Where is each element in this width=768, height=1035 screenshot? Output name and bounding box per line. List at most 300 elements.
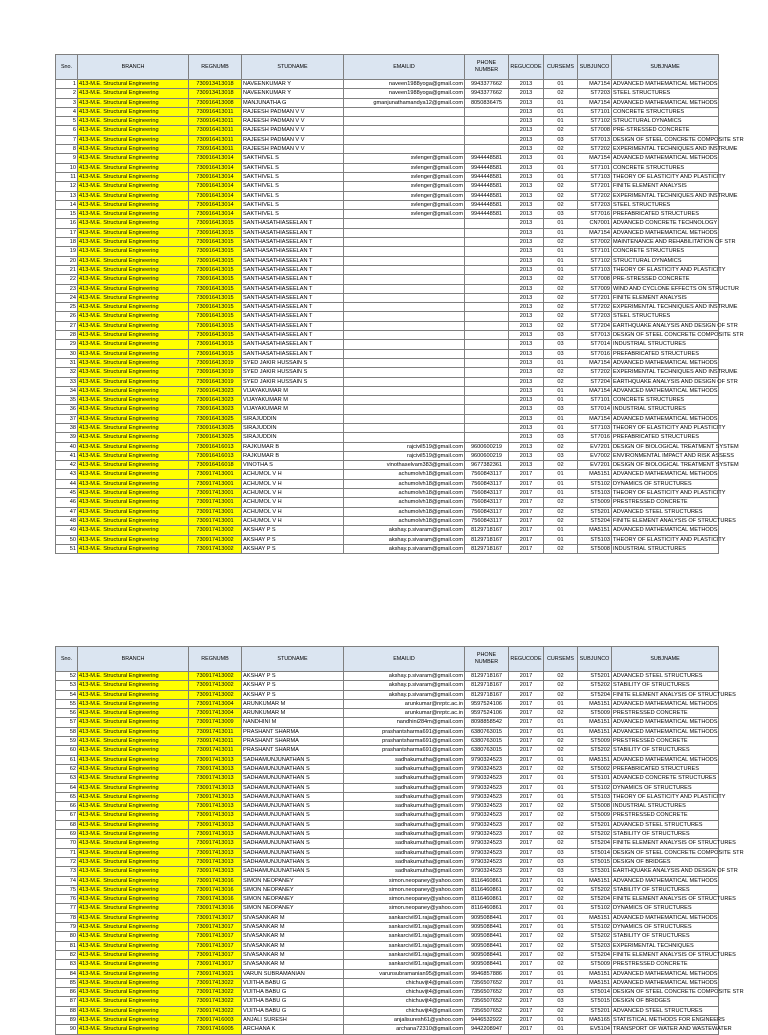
regnumb-cell: 730917413013 [189, 857, 242, 866]
emailid-cell: anjalisuresh61@yahoo.com [344, 1015, 465, 1024]
phone-cell: 9095088441 [465, 960, 509, 969]
table-row [56, 451, 719, 460]
regnumb-cell: 730917413022 [189, 1006, 242, 1015]
regucode-cell: 2017 [509, 718, 544, 727]
regucode-cell: 2013 [509, 414, 544, 423]
regnumb-cell: 730916413015 [189, 219, 242, 228]
emailid-cell: sadhakumutha@gmail.com [344, 830, 465, 839]
studname-cell: AKSHAY P S [242, 681, 344, 690]
branch-cell: 413-M.E. Structural Engineering [78, 284, 189, 293]
table-row [56, 256, 719, 265]
table-row [56, 941, 719, 950]
regnumb-cell: 730917413011 [189, 746, 242, 755]
regucode-cell: 2013 [509, 451, 544, 460]
subjname-cell: STEEL STRUCTURES [612, 200, 719, 209]
emailid-cell: vinothaselvam383@gmail.com [344, 461, 465, 470]
table-row [56, 154, 719, 163]
sno-cell: 86 [56, 988, 78, 997]
emailid-cell: sadhakumutha@gmail.com [344, 792, 465, 801]
subjname-cell: DESIGN OF BIOLOGICAL TREATMENT SYSTEM [613, 443, 739, 450]
subjunco-cell: ST5204 [578, 690, 612, 699]
subjname-cell: PRE-STRESSED CONCRETE [612, 126, 719, 135]
studname-cell: AKSHAY P S [242, 672, 344, 681]
regnumb-cell: 730916413015 [189, 321, 242, 330]
regnumb-cell: 730917413002 [189, 681, 242, 690]
table-row [56, 312, 719, 321]
subjunco-cell: ST5102 [578, 783, 612, 792]
subjname-cell: EARTHQUAKE ANALYSIS AND DESIGN OF STR [613, 868, 738, 875]
emailid-cell: gmanjunathamandya12@gmail.com [344, 98, 465, 107]
table-row [56, 275, 719, 284]
branch-cell: 413-M.E. Structural Engineering [78, 368, 189, 377]
subjunco-cell: ST7103 [578, 172, 612, 181]
emailid-cell [344, 135, 465, 144]
regucode-cell: 2017 [509, 839, 544, 848]
studname-cell: SAKTHIVEL S [242, 182, 344, 191]
regucode-cell: 2013 [509, 293, 544, 302]
table-row [56, 349, 719, 358]
cursems-cell: 02 [544, 941, 578, 950]
studname-cell: SADHAMUNJUNATHAN S [242, 774, 344, 783]
col-cursems: CURSEMS [544, 55, 578, 80]
sno-cell: 38 [56, 423, 78, 432]
regnumb-cell: 730917413016 [189, 895, 242, 904]
table-row [56, 774, 719, 783]
cursems-cell: 01 [544, 414, 578, 423]
emailid-cell [344, 107, 465, 116]
regucode-cell: 2013 [509, 80, 544, 89]
cursems-cell: 03 [544, 135, 578, 144]
table-row [56, 746, 719, 755]
studname-cell: SANTHASATHIASEELAN T [242, 303, 344, 312]
col-branch: BRANCH [78, 55, 189, 80]
regucode-cell: 2013 [509, 126, 544, 135]
regnumb-cell: 730917413013 [189, 802, 242, 811]
cursems-cell: 02 [544, 284, 578, 293]
cursems-cell: 01 [544, 783, 578, 792]
data-table-1 [55, 54, 744, 554]
phone-cell: 9600600219 [465, 451, 509, 460]
regucode-cell: 2017 [509, 923, 544, 932]
cursems-cell: 01 [544, 718, 578, 727]
regnumb-cell: 730917413022 [189, 997, 242, 1006]
subjname-cell: CONCRETE STRUCTURES [612, 396, 719, 405]
regnumb-cell: 730916413014 [189, 200, 242, 209]
regnumb-cell: 730917413004 [189, 699, 242, 708]
table-row [56, 904, 719, 913]
subjname-cell: DYNAMICS OF STRUCTURES [612, 783, 719, 792]
phone-cell [465, 219, 509, 228]
regnumb-cell: 730916413011 [189, 135, 242, 144]
table-row [56, 135, 719, 144]
sno-cell: 88 [56, 1006, 78, 1015]
subjunco-cell: ST5202 [578, 746, 612, 755]
emailid-cell: prashantsharma691@gmail.com [344, 737, 465, 746]
cursems-cell: 01 [544, 978, 578, 987]
subjunco-cell: CN7001 [578, 219, 612, 228]
phone-cell: 8129718167 [465, 690, 509, 699]
subjunco-cell: EV7002 [578, 451, 612, 460]
regnumb-cell: 730917413017 [189, 941, 242, 950]
regnumb-cell: 730917413013 [189, 830, 242, 839]
emailid-cell [344, 377, 465, 386]
subjunco-cell: ST5202 [578, 830, 612, 839]
sno-cell: 72 [56, 857, 78, 866]
phone-cell: 9944448581 [465, 154, 509, 163]
cursems-cell: 01 [544, 154, 578, 163]
subjunco-cell: ST5103 [578, 792, 612, 801]
studname-cell: SADHAMUNJUNATHAN S [242, 755, 344, 764]
cursems-cell: 01 [544, 265, 578, 274]
emailid-cell [344, 405, 465, 414]
regucode-cell: 2013 [509, 135, 544, 144]
phone-cell: 7356507652 [465, 997, 509, 1006]
branch-cell: 413-M.E. Structural Engineering [78, 997, 189, 1006]
table-row [56, 479, 719, 488]
table-row [56, 489, 719, 498]
phone-cell [465, 145, 509, 154]
branch-cell: 413-M.E. Structural Engineering [78, 535, 189, 544]
subjname-cell: CONCRETE STRUCTURES [612, 107, 719, 116]
table-row [56, 950, 719, 959]
phone-cell: 9600600219 [465, 442, 509, 451]
branch-cell: 413-M.E. Structural Engineering [78, 857, 189, 866]
studname-cell: RAJEESH PADMAN V V [242, 117, 344, 126]
emailid-cell: sadhakumutha@gmail.com [344, 867, 465, 876]
cursems-cell: 03 [544, 848, 578, 857]
studname-cell: SANTHASATHIASEELAN T [242, 265, 344, 274]
phone-cell: 9790324523 [465, 830, 509, 839]
branch-cell: 413-M.E. Structural Engineering [78, 340, 189, 349]
emailid-cell: sadhakumutha@gmail.com [344, 848, 465, 857]
subjname-cell: ADVANCED MATHEMATICAL METHODS [613, 359, 718, 366]
branch-cell: 413-M.E. Structural Engineering [78, 764, 189, 773]
subjname-cell: STABILITY OF STRUCTURES [612, 746, 719, 755]
table-row [56, 681, 719, 690]
branch-cell: 413-M.E. Structural Engineering [78, 507, 189, 516]
phone-cell: 8116460861 [465, 885, 509, 894]
sno-cell: 59 [56, 737, 78, 746]
sno-cell: 2 [56, 89, 78, 98]
regnumb-cell: 730916413015 [189, 247, 242, 256]
regucode-cell: 2017 [509, 783, 544, 792]
table-row [56, 969, 719, 978]
phone-cell [465, 321, 509, 330]
phone-cell [465, 414, 509, 423]
subjunco-cell: ST5201 [578, 507, 612, 516]
branch-cell: 413-M.E. Structural Engineering [78, 163, 189, 172]
regucode-cell: 2017 [509, 904, 544, 913]
branch-cell: 413-M.E. Structural Engineering [78, 200, 189, 209]
emailid-cell: akshay.p.sivaram@gmail.com [344, 526, 465, 535]
table-row [56, 792, 719, 801]
cursems-cell: 02 [544, 312, 578, 321]
regucode-cell: 2013 [509, 331, 544, 340]
regucode-cell: 2013 [509, 405, 544, 414]
subjname-cell: ADVANCED STEEL STRUCTURES [612, 507, 719, 516]
phone-cell [465, 312, 509, 321]
phone-cell: 9790324523 [465, 764, 509, 773]
table-row [56, 960, 719, 969]
table-row [56, 145, 719, 154]
subjname-cell: ADVANCED CONCRETE TECHNOLOGY [613, 220, 718, 227]
subjname-cell: DESIGN OF BIOLOGICAL TREATMENT SYSTEM [613, 462, 739, 469]
phone-cell: 9946857886 [465, 969, 509, 978]
regucode-cell: 2013 [509, 154, 544, 163]
studname-cell: SYED JAKIR HUSSAIN S [242, 358, 344, 367]
subjunco-cell: ST5204 [578, 895, 612, 904]
subjunco-cell: ST5201 [578, 1006, 612, 1015]
subjname-cell: DESIGN OF BRIDGES [612, 857, 719, 866]
subjname-cell: PRESTRESSED CONCRETE [612, 811, 719, 820]
emailid-cell [344, 368, 465, 377]
regucode-cell: 2017 [509, 764, 544, 773]
branch-cell: 413-M.E. Structural Engineering [78, 219, 189, 228]
header-row [56, 55, 719, 80]
subjunco-cell: MA7154 [578, 80, 612, 89]
cursems-cell: 03 [544, 451, 578, 460]
regucode-cell: 2017 [509, 1015, 544, 1024]
cursems-cell: 01 [544, 792, 578, 801]
emailid-cell: sankarcivil91.raja@gmail.com [344, 932, 465, 941]
phone-cell [465, 126, 509, 135]
phone-cell: 8129718167 [465, 681, 509, 690]
regucode-cell: 2013 [509, 210, 544, 219]
sno-cell: 28 [56, 331, 78, 340]
phone-cell: 7560843117 [465, 498, 509, 507]
branch-cell: 413-M.E. Structural Engineering [78, 210, 189, 219]
subjname-cell: FINITE ELEMENT ANALYSIS [612, 293, 719, 302]
subjname-cell: CONCRETE STRUCTURES [612, 247, 719, 256]
sno-cell: 87 [56, 997, 78, 1006]
branch-cell: 413-M.E. Structural Engineering [78, 461, 189, 470]
subjunco-cell: ST7008 [578, 275, 612, 284]
subjunco-cell: ST7014 [578, 405, 612, 414]
cursems-cell: 02 [544, 461, 578, 470]
emailid-cell [344, 265, 465, 274]
studname-cell: SAKTHIVEL S [242, 191, 344, 200]
branch-cell: 413-M.E. Structural Engineering [78, 182, 189, 191]
branch-cell: 413-M.E. Structural Engineering [78, 386, 189, 395]
phone-cell [465, 368, 509, 377]
emailid-cell: rajcivil519@gmail.com [344, 451, 465, 460]
phone-cell [465, 349, 509, 358]
branch-cell: 413-M.E. Structural Engineering [78, 811, 189, 820]
sno-cell: 51 [56, 544, 78, 553]
subjunco-cell: ST5102 [578, 923, 612, 932]
subjunco-cell: EV7201 [578, 442, 612, 451]
phone-cell [465, 256, 509, 265]
branch-cell: 413-M.E. Structural Engineering [78, 672, 189, 681]
regnumb-cell: 730916413019 [189, 368, 242, 377]
branch-cell: 413-M.E. Structural Engineering [78, 414, 189, 423]
col-subjname: SUBJNAME [612, 55, 719, 80]
table-row [56, 461, 719, 470]
regucode-cell: 2013 [509, 98, 544, 107]
subjunco-cell: ST5014 [578, 848, 612, 857]
regnumb-cell: 730916413011 [189, 145, 242, 154]
cursems-cell: 01 [544, 256, 578, 265]
phone-cell: 6380763015 [465, 737, 509, 746]
branch-cell: 413-M.E. Structural Engineering [78, 423, 189, 432]
studname-cell: SANTHASATHIASEELAN T [242, 256, 344, 265]
table-row [56, 126, 719, 135]
regnumb-cell: 730917413016 [189, 876, 242, 885]
regnumb-cell: 730917413017 [189, 950, 242, 959]
sno-cell: 60 [56, 746, 78, 755]
sno-cell: 5 [56, 117, 78, 126]
studname-cell: SAKTHIVEL S [242, 172, 344, 181]
branch-cell: 413-M.E. Structural Engineering [78, 256, 189, 265]
phone-cell: 9944448581 [465, 163, 509, 172]
cursems-cell: 02 [544, 275, 578, 284]
phone-cell [465, 386, 509, 395]
regnumb-cell: 730917413016 [189, 904, 242, 913]
table-row [56, 1006, 719, 1015]
branch-cell: 413-M.E. Structural Engineering [78, 690, 189, 699]
subjunco-cell: ST5009 [578, 960, 612, 969]
branch-cell: 413-M.E. Structural Engineering [78, 275, 189, 284]
emailid-cell: sadhakumutha@gmail.com [344, 839, 465, 848]
phone-cell: 9095088441 [465, 932, 509, 941]
regucode-cell: 2013 [509, 377, 544, 386]
branch-cell: 413-M.E. Structural Engineering [78, 1015, 189, 1024]
emailid-cell: achumolvh18@gmail.com [344, 516, 465, 525]
studname-cell: ACHUMOL V H [242, 498, 344, 507]
regnumb-cell: 730913413018 [189, 89, 242, 98]
emailid-cell [344, 145, 465, 154]
subjname-cell: INDUSTRIAL STRUCTURES [612, 544, 719, 553]
phone-cell [465, 331, 509, 340]
table-row [56, 755, 719, 764]
studname-cell: SADHAMUNJUNATHAN S [242, 867, 344, 876]
subjname-cell: ADVANCED MATHEMATICAL METHODS [613, 719, 718, 726]
branch-cell: 413-M.E. Structural Engineering [78, 479, 189, 488]
subjunco-cell: ST7202 [578, 145, 612, 154]
regnumb-cell: 730916413023 [189, 386, 242, 395]
regucode-cell: 2017 [509, 950, 544, 959]
table-row [56, 89, 719, 98]
branch-cell: 413-M.E. Structural Engineering [78, 978, 189, 987]
subjname-cell: EXPERIMENTAL TECHNIQUES AND INSTRUME [613, 192, 738, 199]
table-row [56, 1025, 719, 1034]
regucode-cell: 2017 [509, 792, 544, 801]
cursems-cell: 03 [544, 340, 578, 349]
branch-cell: 413-M.E. Structural Engineering [78, 498, 189, 507]
cursems-cell: 02 [544, 672, 578, 681]
subjunco-cell: ST5202 [578, 681, 612, 690]
regnumb-cell: 730917413001 [189, 470, 242, 479]
regucode-cell: 2017 [509, 885, 544, 894]
phone-cell: 9790324523 [465, 848, 509, 857]
phone-cell: 8129718167 [465, 526, 509, 535]
emailid-cell [344, 340, 465, 349]
phone-cell: 9446532922 [465, 1015, 509, 1024]
subjunco-cell: ST7204 [578, 321, 612, 330]
phone-cell [465, 117, 509, 126]
phone-cell: 8050836475 [465, 98, 509, 107]
branch-cell: 413-M.E. Structural Engineering [78, 312, 189, 321]
emailid-cell: chichuvijt4@gmail.com [344, 988, 465, 997]
cursems-cell: 01 [544, 727, 578, 736]
sheet-table-1 [55, 54, 744, 554]
subjunco-cell: ST5204 [578, 516, 612, 525]
sno-cell: 20 [56, 256, 78, 265]
studname-cell: SADHAMUNJUNATHAN S [242, 783, 344, 792]
sno-cell: 58 [56, 727, 78, 736]
regucode-cell: 2017 [509, 857, 544, 866]
studname-cell: SANTHASATHIASEELAN T [242, 312, 344, 321]
table-row [56, 107, 719, 116]
subjunco-cell: ST5014 [578, 988, 612, 997]
cursems-cell: 01 [544, 470, 578, 479]
phone-cell [465, 238, 509, 247]
phone-cell [465, 275, 509, 284]
branch-cell: 413-M.E. Structural Engineering [78, 802, 189, 811]
regucode-cell: 2017 [509, 672, 544, 681]
subjname-cell: EXPERIMENTAL TECHNIQUES AND INSTRUME [613, 304, 738, 311]
sno-cell: 45 [56, 489, 78, 498]
studname-cell: ACHUMOL V H [242, 489, 344, 498]
cursems-cell: 01 [544, 535, 578, 544]
emailid-cell: simon.neopaney@yahoo.com [344, 885, 465, 894]
studname-cell: AKSHAY P S [242, 526, 344, 535]
branch-cell: 413-M.E. Structural Engineering [78, 228, 189, 237]
subjname-cell: ADVANCED STEEL STRUCTURES [612, 820, 719, 829]
subjname-cell: FINITE ELEMENT ANALYSIS OF STRUCTURES [613, 691, 736, 698]
cursems-cell: 01 [544, 396, 578, 405]
emailid-cell [344, 238, 465, 247]
col-phone: PHONE NUMBER [465, 55, 509, 80]
sno-cell: 74 [56, 876, 78, 885]
branch-cell: 413-M.E. Structural Engineering [78, 737, 189, 746]
subjname-cell: ADVANCED CONCRETE STRUCTURES [612, 774, 719, 783]
table-row [56, 321, 719, 330]
regnumb-cell: 730917413002 [189, 690, 242, 699]
emailid-cell [344, 117, 465, 126]
phone-cell: 9790324523 [465, 839, 509, 848]
regnumb-cell: 730913413018 [189, 80, 242, 89]
cursems-cell: 02 [544, 950, 578, 959]
subjunco-cell: ST7014 [578, 340, 612, 349]
cursems-cell: 01 [544, 923, 578, 932]
emailid-cell: sadhakumutha@gmail.com [344, 783, 465, 792]
studname-cell: SIRAJUDDIN [242, 433, 344, 442]
table-row [56, 433, 719, 442]
sno-cell: 10 [56, 163, 78, 172]
phone-cell: 9790324523 [465, 755, 509, 764]
table-row [56, 867, 719, 876]
table-row [56, 699, 719, 708]
cursems-cell: 02 [544, 182, 578, 191]
phone-cell: 9677382361 [465, 461, 509, 470]
cursems-cell: 02 [544, 885, 578, 894]
branch-cell: 413-M.E. Structural Engineering [78, 451, 189, 460]
regucode-cell: 2013 [509, 228, 544, 237]
emailid-cell: svlenger@gmail.com [344, 200, 465, 209]
sno-cell: 77 [56, 904, 78, 913]
sno-cell: 54 [56, 690, 78, 699]
subjname-cell: PRESTRESSED CONCRETE [612, 709, 719, 718]
sno-cell: 41 [56, 451, 78, 460]
studname-cell: AKSHAY P S [242, 690, 344, 699]
regnumb-cell: 730916416018 [189, 461, 242, 470]
subjunco-cell: MA7154 [578, 358, 612, 367]
cursems-cell: 03 [544, 857, 578, 866]
table-row [56, 293, 719, 302]
phone-cell: 9790324523 [465, 774, 509, 783]
studname-cell: SANTHASATHIASEELAN T [242, 340, 344, 349]
